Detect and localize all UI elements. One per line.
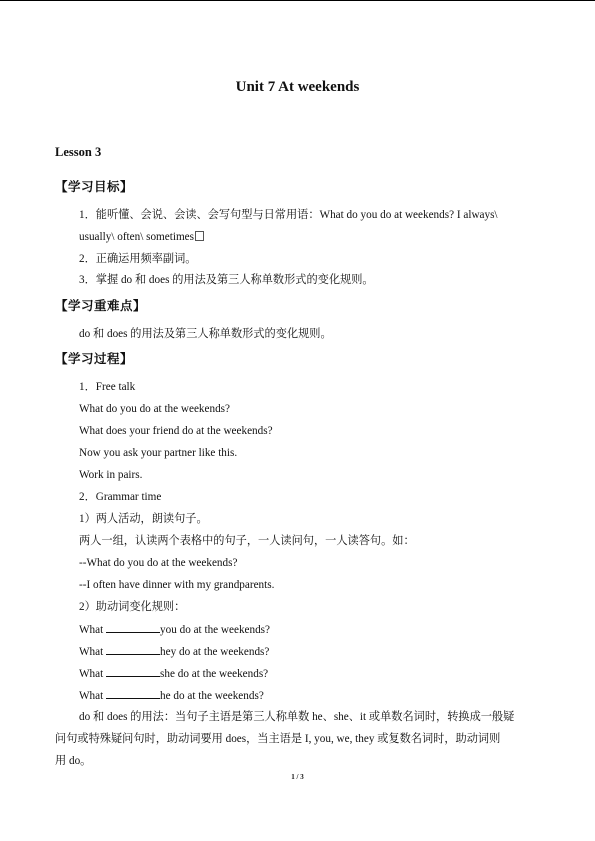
top-border-line (0, 0, 595, 1)
free-talk-line: Now you ask your partner like this. (79, 447, 238, 459)
fill-blank-prefix: What (79, 624, 107, 636)
answer-blank (106, 688, 160, 699)
fill-blank-line (79, 688, 264, 703)
fill-blank-prefix: What (79, 646, 107, 658)
fill-blank-line (79, 644, 269, 659)
lesson-label: Lesson 3 (55, 145, 102, 159)
page-title: Unit 7 At weekends (235, 79, 360, 95)
free-talk-line: What does your friend do at the weekends? (79, 425, 273, 437)
step-1-title: 1）两人活动，朗读句子。 (79, 513, 208, 525)
objective-item-3: 3．掌握 do 和 does 的用法及第三人称单数形式的变化规则。 (79, 274, 374, 286)
objective-item-1-line-2-text: usually\ often\ sometimes (79, 231, 194, 243)
free-talk-line: What do you do at the weekends? (79, 403, 230, 415)
answer-blank (106, 644, 160, 655)
example-dialogue-line: --I often have dinner with my grandparents. (79, 579, 275, 591)
objective-item-1-line-2 (79, 230, 204, 244)
rule-paragraph-line-3: 用 do。 (55, 755, 92, 767)
placeholder-box-icon (195, 231, 204, 241)
free-talk-title: 1．Free talk (79, 381, 136, 393)
objectives-heading: 【学习目标】 (55, 179, 134, 194)
fill-blank-suffix: you do at the weekends? (160, 624, 271, 636)
fill-blank-prefix: What (79, 668, 107, 680)
grammar-time-title: 2．Grammar time (79, 491, 162, 503)
key-points-heading: 【学习重难点】 (55, 298, 147, 313)
example-dialogue-line: --What do you do at the weekends? (79, 557, 238, 569)
rule-paragraph-line-2: 问句或特殊疑问句时，助动词要用 does，当主语是 I, you, we, they 或复数名词时，助动词则 (55, 733, 501, 745)
rule-paragraph-line-1: do 和 does 的用法：当句子主语是第三人称单数 he、she、it 或单数名词时，转换成一般疑 (79, 711, 515, 723)
step-2-title: 2）助动词变化规则： (79, 601, 186, 613)
fill-blank-prefix: What (79, 690, 107, 702)
fill-blank-suffix: hey do at the weekends? (160, 646, 270, 658)
process-heading: 【学习过程】 (55, 351, 134, 366)
page-number: 1 / 3 (291, 773, 304, 781)
fill-blank-line (79, 622, 270, 637)
answer-blank (106, 666, 160, 677)
objective-item-2: 2．正确运用频率副词。 (79, 253, 197, 265)
key-points-text: do 和 does 的用法及第三人称单数形式的变化规则。 (79, 328, 332, 340)
fill-blank-line (79, 666, 268, 681)
free-talk-line: Work in pairs. (79, 469, 143, 481)
objective-item-1-line-1: 1．能听懂、会说、会读、会写句型与日常用语：What do you do at weekends? I always\ (79, 209, 498, 221)
answer-blank (106, 622, 160, 633)
step-1-description: 两人一组，认读两个表格中的句子，一人读问句，一人读答句。如： (79, 535, 415, 547)
fill-blank-suffix: he do at the weekends? (160, 690, 264, 702)
fill-blank-suffix: she do at the weekends? (160, 668, 269, 680)
